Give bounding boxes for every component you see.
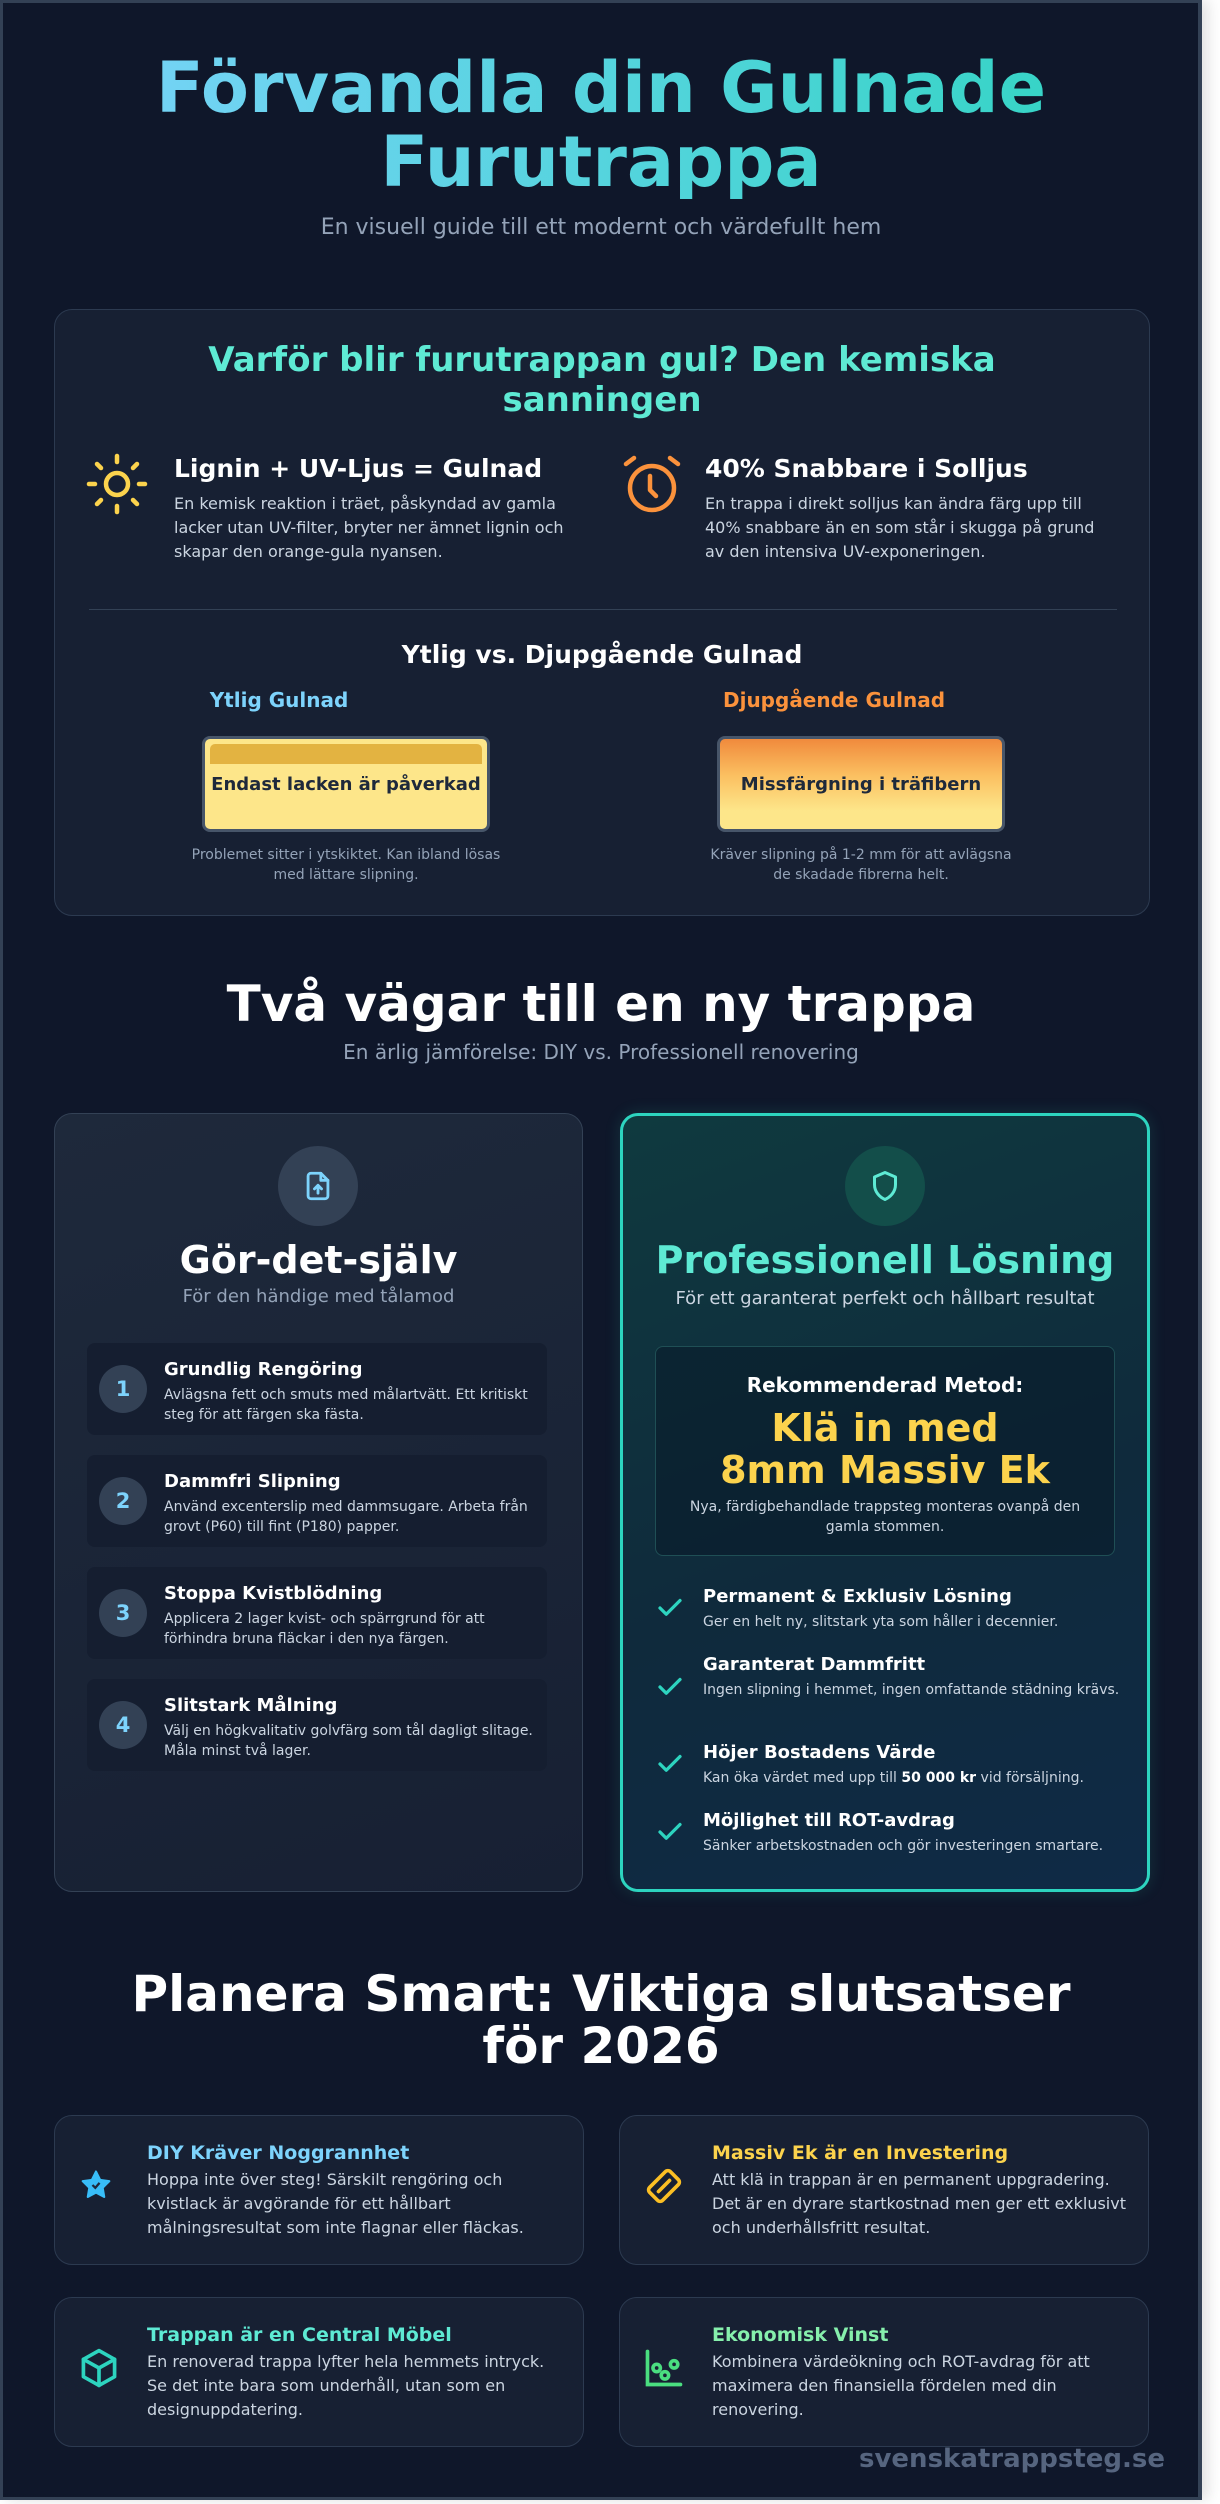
benefit-text: Sänker arbetskostnaden och gör investeringen smartare. bbox=[703, 1838, 1104, 1854]
benefit-text: Ger en helt ny, slitstark yta som håller i decennier. bbox=[703, 1614, 1059, 1630]
tip-text: Att klä in trappan är en permanent uppgradering. Det är en dyrare startkostnad men ger ett exklusivt och underhållsfritt resultat. bbox=[712, 2170, 1126, 2237]
shield-icon bbox=[867, 1167, 903, 1205]
benefit-title: Möjlighet till ROT-avdrag bbox=[703, 1810, 955, 1831]
page-subtitle: En visuell guide till ett modernt och värdefullt hem bbox=[320, 215, 882, 240]
benefit-text bbox=[703, 1768, 1123, 1788]
lacquer-layer bbox=[210, 744, 482, 764]
sun-icon bbox=[85, 452, 149, 516]
reco-label: Rekommenderad Metod: bbox=[746, 1373, 1024, 1397]
check-icon bbox=[655, 1672, 685, 1702]
diy-step bbox=[87, 1567, 547, 1659]
alarm-clock-icon bbox=[620, 452, 684, 516]
tip-card bbox=[54, 2115, 584, 2265]
scatter-chart-icon bbox=[642, 2346, 686, 2390]
diy-subtitle: För den händige med tålamod bbox=[182, 1286, 455, 1307]
pro-icon-circle bbox=[845, 1146, 925, 1226]
fact-lignin bbox=[85, 452, 585, 572]
page-title: Förvandla din Gulnade Furutrappa bbox=[3, 51, 1199, 199]
tip-title: DIY Kräver Noggrannhet bbox=[147, 2142, 410, 2164]
swatch-text: Endast lacken är påverkad bbox=[211, 773, 481, 795]
check-icon bbox=[655, 1749, 685, 1779]
tip-title: Massiv Ek är en Investering bbox=[712, 2142, 1009, 2164]
check-icon bbox=[655, 1817, 685, 1847]
benefit-text-part: vid försäljning. bbox=[976, 1770, 1084, 1786]
diy-step bbox=[87, 1455, 547, 1547]
tip-text: Kombinera värdeökning och ROT-avdrag för att maximera den finansiella fördelen med din renovering. bbox=[712, 2352, 1090, 2419]
fact-sunlight bbox=[620, 452, 1130, 572]
tip-text: Hoppa inte över steg! Särskilt rengöring och kvistlack är avgörande för ett hållbart målningsresultat som inte flagnar eller fläckas. bbox=[147, 2170, 524, 2237]
step-number-badge: 3 bbox=[99, 1589, 147, 1637]
fact-text: En kemisk reaktion i träet, påskyndad av gamla lacker utan UV-filter, bryter ner ämnet lignin och skapar den orange-gula nyansen. bbox=[174, 494, 564, 561]
step-title: Slitstark Målning bbox=[164, 1695, 338, 1716]
step-title: Grundlig Rengöring bbox=[164, 1359, 363, 1380]
fact-title: 40% Snabbare i Solljus bbox=[705, 454, 1028, 483]
step-title: Dammfri Slipning bbox=[164, 1471, 341, 1492]
benefit-title: Garanterat Dammfritt bbox=[703, 1654, 926, 1675]
file-upload-icon bbox=[301, 1169, 335, 1203]
fact-text: En trappa i direkt solljus kan ändra färg upp till 40% snabbare än en som står i skugga på grund av den intensiva UV-exponeringen. bbox=[705, 494, 1095, 561]
recommended-method-box bbox=[655, 1346, 1115, 1556]
compare-note: Problemet sitter i ytskiktet. Kan ibland lösas med lättare slipning. bbox=[191, 847, 501, 883]
compare-label-deep: Djupgående Gulnad bbox=[722, 688, 946, 712]
cube-icon bbox=[77, 2346, 121, 2390]
swatch-text: Missfärgning i träfibern bbox=[740, 773, 982, 795]
conclusions-title: Planera Smart: Viktiga slutsatser för 2026 bbox=[131, 1965, 1071, 2075]
divider bbox=[89, 609, 1117, 610]
benefit-title: Höjer Bostadens Värde bbox=[703, 1742, 936, 1763]
tip-card bbox=[619, 2297, 1149, 2447]
pro-subtitle: För ett garanterat perfekt och hållbart resultat bbox=[675, 1288, 1095, 1309]
tip-card bbox=[619, 2115, 1149, 2265]
step-title: Stoppa Kvistblödning bbox=[164, 1583, 383, 1604]
tip-title: Trappan är en Central Möbel bbox=[147, 2324, 452, 2346]
benefit-text-part: Kan öka värdet med upp till bbox=[703, 1770, 902, 1786]
reco-method: Klä in med 8mm Massiv Ek bbox=[720, 1406, 1050, 1492]
benefit-text: Ingen slipning i hemmet, ingen omfattande städning krävs. bbox=[703, 1682, 1120, 1698]
compare-title: Ytlig vs. Djupgående Gulnad bbox=[401, 640, 803, 669]
swatch-deep-yellowing bbox=[717, 736, 1005, 832]
why-title: Varför blir furutrappan gul? Den kemiska sanningen bbox=[208, 340, 996, 420]
compare-label-surface: Ytlig Gulnad bbox=[209, 688, 349, 712]
diy-title: Gör-det-själv bbox=[179, 1238, 458, 1282]
diy-step bbox=[87, 1679, 547, 1771]
tip-card bbox=[54, 2297, 584, 2447]
step-text: Applicera 2 lager kvist- och spärrgrund för att förhindra bruna fläckar i den nya färgen. bbox=[164, 1611, 485, 1647]
diy-icon-circle bbox=[278, 1146, 358, 1226]
fact-title: Lignin + UV-Ljus = Gulnad bbox=[174, 454, 543, 483]
star-badge-icon bbox=[79, 2168, 113, 2202]
check-icon bbox=[655, 1593, 685, 1623]
tip-text: En renoverad trappa lyfter hela hemmets intryck. Se det inte bara som underhåll, utan som en designuppdatering. bbox=[147, 2352, 545, 2419]
step-text: Använd excenterslip med dammsugare. Arbeta från grovt (P60) till fint (P180) papper. bbox=[164, 1499, 528, 1535]
paths-title: Två vägar till en ny trappa bbox=[226, 975, 976, 1033]
site-watermark: svenskatrappsteg.se bbox=[859, 2444, 1166, 2474]
reco-note: Nya, färdigbehandlade trappsteg monteras ovanpå den gamla stommen. bbox=[689, 1499, 1081, 1535]
plank-icon bbox=[642, 2164, 686, 2208]
compare-note: Kräver slipning på 1-2 mm för att avlägsna de skadade fibrerna helt. bbox=[710, 847, 1012, 883]
step-text: Välj en högkvalitativ golvfärg som tål dagligt slitage. Måla minst två lager. bbox=[164, 1723, 533, 1759]
why-yellow-card bbox=[54, 309, 1150, 916]
diy-step bbox=[87, 1343, 547, 1435]
paths-subtitle: En ärlig jämförelse: DIY vs. Professionell renovering bbox=[343, 1040, 859, 1064]
step-text: Avlägsna fett och smuts med målartvätt. Ett kritiskt steg för att färgen ska fästa. bbox=[164, 1387, 528, 1423]
step-number-badge: 4 bbox=[99, 1701, 147, 1749]
benefit-title: Permanent & Exklusiv Lösning bbox=[703, 1586, 1012, 1607]
swatch-surface-yellowing bbox=[202, 736, 490, 832]
pro-card bbox=[620, 1113, 1150, 1892]
benefit-highlight: 50 000 kr bbox=[901, 1770, 977, 1786]
tip-title: Ekonomisk Vinst bbox=[712, 2324, 889, 2346]
pro-title: Professionell Lösning bbox=[655, 1238, 1115, 1282]
step-number-badge: 1 bbox=[99, 1365, 147, 1413]
diy-card bbox=[54, 1113, 583, 1892]
step-number-badge: 2 bbox=[99, 1477, 147, 1525]
